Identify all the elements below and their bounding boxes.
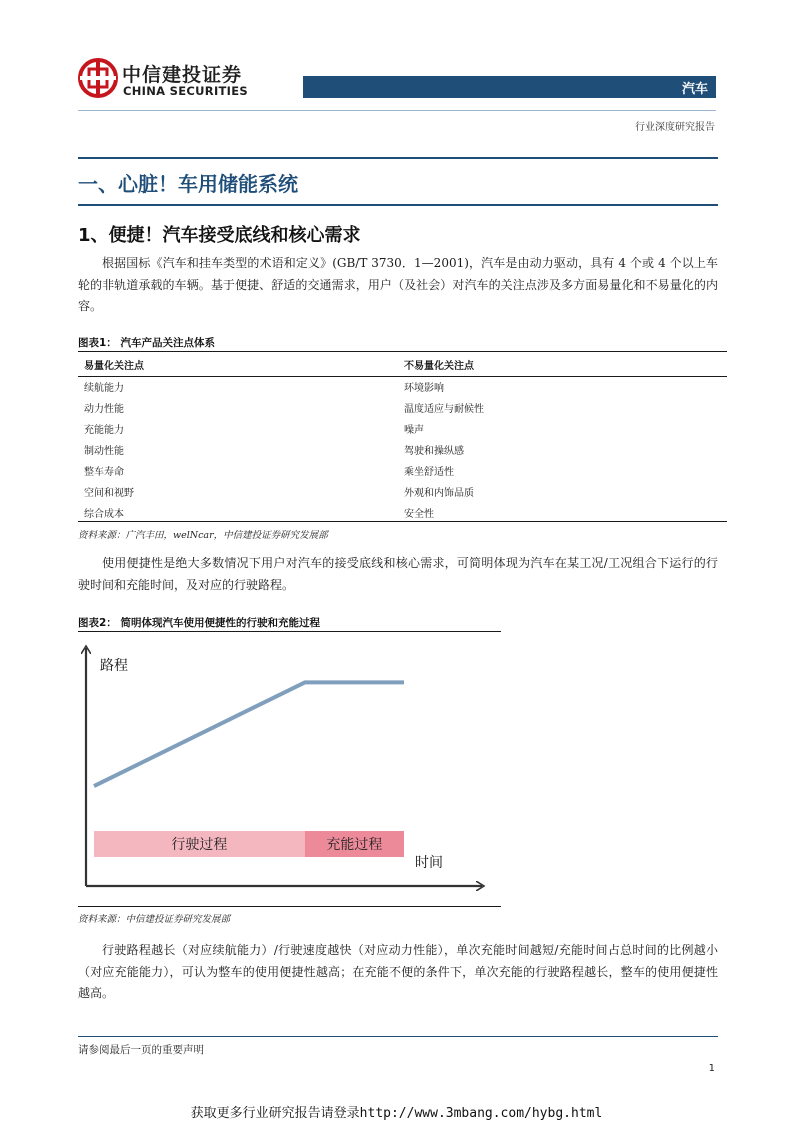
bottom-link[interactable]: 获取更多行业研究报告请登录http://www.3mbang.com/hybg.html xyxy=(190,1106,603,1121)
table-cell: 环境影响 xyxy=(404,383,444,395)
table-cell: 动力性能 xyxy=(84,404,124,415)
table-header-row xyxy=(78,354,727,376)
table-cell: 温度适应与耐候性 xyxy=(404,404,484,415)
report-type: 行业深度研究报告 xyxy=(635,122,715,133)
figure1-source: 资料来源：广汽丰田，welNcar，中信建投证券研究发展部 xyxy=(78,530,328,541)
table-cell: 制动性能 xyxy=(84,446,124,457)
table-row xyxy=(78,439,727,460)
y-axis-label: 路程 xyxy=(100,658,128,674)
phase-label-1: 充能过程 xyxy=(326,837,383,853)
figure1-table xyxy=(78,354,727,523)
table-row xyxy=(78,376,727,397)
table-cell: 安全性 xyxy=(404,509,434,520)
table-row xyxy=(78,481,727,502)
figure2-title: 图表2： 简明体现汽车使用便捷性的行驶和充能过程 xyxy=(78,617,320,629)
table-row xyxy=(78,397,727,418)
industry-banner xyxy=(303,76,716,98)
paragraph-convenience: 使用便捷性是绝大多数情况下用户对汽车的接受底线和核心需求，可简明体现为汽车在某工况/工况组合下运行的行驶时间和充能时间，及对应的行驶路程。 xyxy=(78,556,718,592)
phase-label-0: 行驶过程 xyxy=(171,837,228,853)
table-header-cell: 不易量化关注点 xyxy=(398,354,727,376)
table-cell: 整车寿命 xyxy=(84,467,124,478)
table-cell: 综合成本 xyxy=(84,509,124,520)
logo-en-text: CHINA SECURITIES xyxy=(123,84,248,98)
table-cell: 外观和内饰品质 xyxy=(404,488,474,499)
paragraph-conclusion: 行驶路程越长（对应续航能力）/行驶速度越快（对应动力性能），单次充能时间越短/充能时间占总时间的比例越小（对应充能能力），可认为整车的使用便捷性越高；在充能不便的条件下，单次充能的行驶路程越长，整车的使用便捷性越高。 xyxy=(78,943,718,1000)
table-cell: 驾驶和操纵感 xyxy=(404,446,464,457)
distance-series-line xyxy=(94,682,404,786)
header-divider xyxy=(78,110,716,111)
table-cell: 空间和视野 xyxy=(84,488,134,499)
table-row xyxy=(78,418,727,439)
figure1-top-rule xyxy=(78,351,727,352)
distance-time-chart xyxy=(78,640,498,902)
industry-tag: 汽车 xyxy=(681,82,708,97)
footer-disclaimer: 请参阅最后一页的重要声明 xyxy=(78,1044,204,1056)
logo-cn-text: 中信建投证券 xyxy=(122,64,243,86)
table-cell: 续航能力 xyxy=(84,383,124,395)
paragraph-intro: 根据国标《汽车和挂车类型的术语和定义》(GB/T 3730．1—2001)，汽车是由动力驱动，具有 4 个或 4 个以上车轮的非轨道承载的车辆。基于便捷、舒适的交通需求，用户（及社会）对汽车的关注点涉及多方面易量化和不易量化的内容。 xyxy=(78,256,718,313)
footer-divider xyxy=(78,1036,718,1037)
table-row xyxy=(78,460,727,481)
table-cell: 噪声 xyxy=(404,425,424,436)
company-logo xyxy=(78,58,253,100)
table-row xyxy=(78,502,727,523)
figure2-bottom-rule xyxy=(78,906,501,907)
section-rule-bottom xyxy=(78,204,718,206)
subsection-title: 1、便捷！汽车接受底线和核心需求 xyxy=(78,225,361,246)
table-cell: 乘坐舒适性 xyxy=(404,467,454,478)
section-rule-top xyxy=(78,157,718,159)
figure1-bottom-rule xyxy=(78,521,727,522)
figure2-top-rule xyxy=(78,631,501,632)
x-axis-label: 时间 xyxy=(415,855,443,871)
table-header-cell: 易量化关注点 xyxy=(78,354,398,376)
page-number: 1 xyxy=(708,1063,715,1074)
section-title: 一、心脏！车用储能系统 xyxy=(78,172,298,196)
table-cell: 充能能力 xyxy=(84,425,124,436)
figure2-source: 资料来源：中信建投证券研究发展部 xyxy=(78,914,231,925)
figure1-title: 图表1： 汽车产品关注点体系 xyxy=(78,337,215,349)
citic-logo-icon xyxy=(78,58,118,98)
